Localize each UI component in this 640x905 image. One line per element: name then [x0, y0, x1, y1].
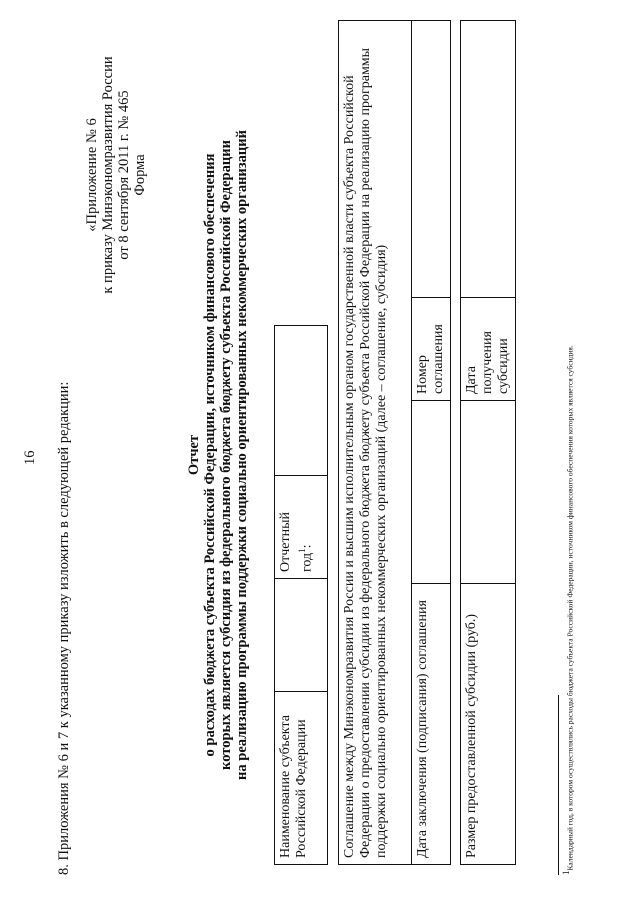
footnote-divider	[558, 695, 559, 875]
reporting-year-value[interactable]	[275, 326, 328, 476]
subject-name-value[interactable]	[275, 579, 328, 692]
reporting-year-label: Отчетный год$^1$:	[275, 476, 328, 579]
subject-name-label: Наименование субъекта Российской Федерации	[275, 692, 328, 865]
agreement-date-value[interactable]	[412, 401, 451, 584]
appendix-form-label: Форма	[132, 154, 148, 196]
agreement-date-label: Дата заключения (подписания) соглашения	[412, 584, 451, 865]
report-title-line-3: которых является субсидия из федерального бюджета бюджету субъекта Российской Федерации	[218, 140, 234, 770]
footnote-mark: 1	[561, 870, 571, 875]
report-title-line-1: Отчет	[186, 434, 202, 476]
agreement-number-label: Номер соглашения	[412, 298, 451, 401]
footnote	[562, 15, 575, 875]
agreement-table	[338, 20, 451, 865]
subsidy-amount-label: Размер предоставленной субсидии (руб.)	[461, 584, 516, 865]
footnote-text: Календарный год, в котором осуществлялись расходы бюджета субъекта Российской Федерации, источником финансового обеспечения которых является субсидия.	[565, 345, 575, 871]
subsidy-date-label: Дата получения субсидии	[461, 298, 516, 401]
appendix-title: «Приложение № 6	[84, 118, 100, 232]
appendix-header	[84, 45, 148, 305]
subsidy-table	[460, 20, 516, 865]
appendix-order-date: от 8 сентября 2011 г. № 465	[116, 90, 132, 260]
reporting-year-footnote-mark: 1	[297, 548, 307, 553]
agreement-description: Соглашение между Минэкономразвития России и высшим исполнительным органом государственной власти субъекта Российской Федерации о предоставлении субсидии из федерального бюджета бюджету субъекта Российской Федерации на реализацию программы поддержки социально ориентированных некоммерческих организаций (далее – соглашение, субсидия)	[339, 21, 412, 865]
report-title-line-4: на реализацию программы поддержки социально ориентированных некоммерческих организаций	[234, 130, 250, 780]
agreement-number-value[interactable]	[412, 21, 451, 298]
subsidy-amount-value[interactable]	[461, 401, 516, 584]
intro-paragraph: 8. Приложения № 6 и 7 к указанному приказу изложить в следующей редакции:	[56, 381, 72, 875]
report-title	[186, 105, 250, 805]
appendix-order-ref: к приказу Минэкономразвития России	[100, 56, 116, 294]
page-number: 16	[22, 450, 38, 465]
subject-year-table	[274, 325, 328, 865]
subsidy-date-value[interactable]	[461, 21, 516, 298]
report-title-line-2: о расходах бюджета субъекта Российской Федерации, источником финансового обеспечения	[202, 153, 218, 757]
